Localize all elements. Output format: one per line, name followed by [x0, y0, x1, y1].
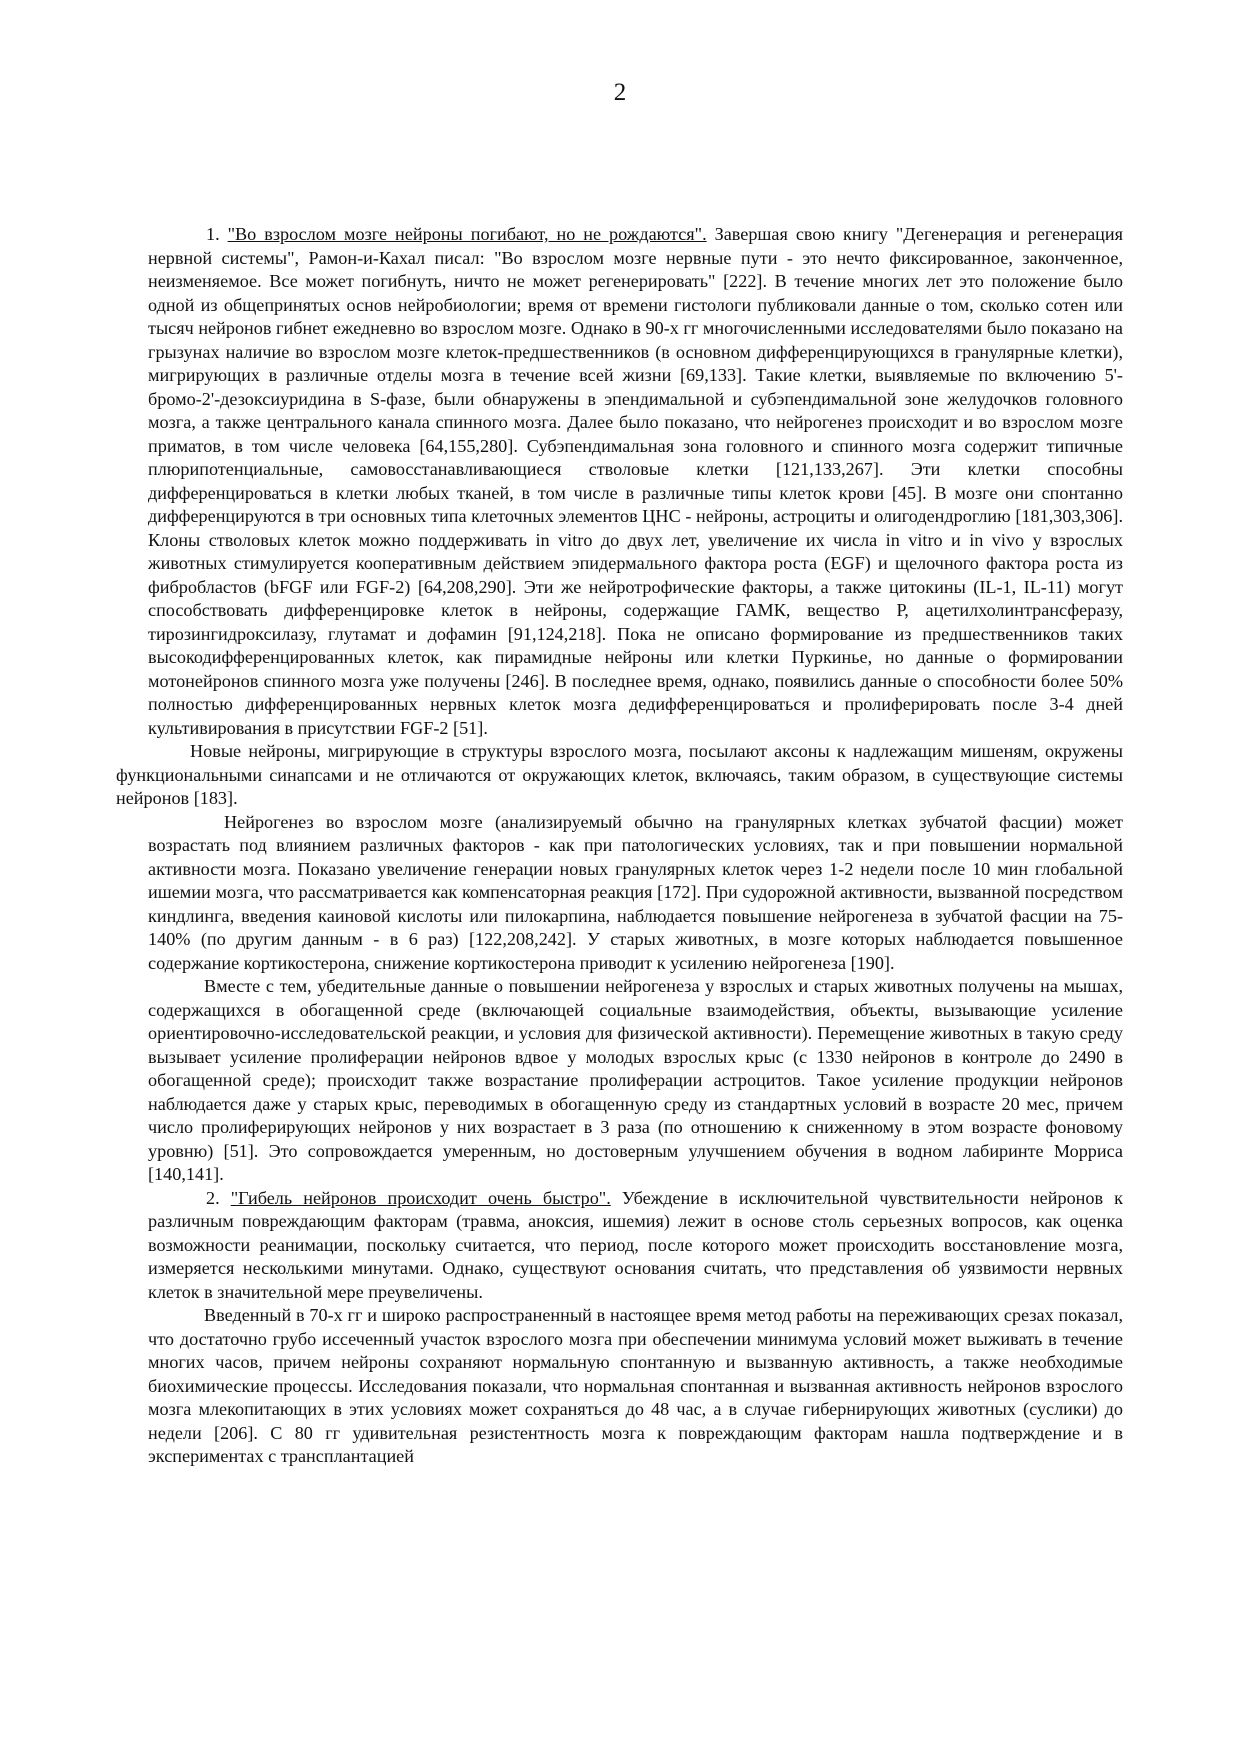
- paragraph-3: Нейрогенез во взрослом мозге (анализируемый обычно на гранулярных клетках зубчатой фасции) может возрастать под влиянием различных факторов - как при патологических условиях, так и при повышении нормальной активности мозга. Показано увеличение генерации новых гранулярных клеток через 1-2 недели после 10 мин глобальной ишемии мозга, что рассматривается как компенсаторная реакция [172]. При судорожной активности, вызванной посредством киндлинга, введения каиновой кислоты или пилокарпина, наблюдается повышение нейрогенеза в зубчатой фасции на 75-140% (по другим данным - в 6 раз) [122,208,242]. У старых животных, в мозге которых наблюдается повышенное содержание кортикостерона, снижение кортикостерона приводит к усилению нейрогенеза [190].: [148, 811, 1123, 973]
- paragraph-text: Убеждение в исключительной чувствительности нейронов к различным повреждающим факторам (травма, аноксия, ишемия) лежит в основе столь серьезных вопросов, как оценка возможности реанимации, поскольку считается, что период, после которого может происходить восстановление мозга, измеряется несколькими минутами. Однако, существуют основания считать, что представления об уязвимости нервных клеток в значительной мере преувеличены.: [148, 1187, 1124, 1302]
- paragraph-2: Новые нейроны, мигрирующие в структуры взрослого мозга, посылают аксоны к надлежащим мишеням, окружены функциональными синапсами и не отличаются от окружающих клеток, включаясь, таким образом, в существующие системы нейронов [183].: [116, 741, 1123, 808]
- paragraph-5: [148, 1187, 1123, 1305]
- paragraph-4: Вместе с тем, убедительные данные о повышении нейрогенеза у взрослых и старых животных получены на мышах, содержащихся в обогащенной среде (включающей социальные взаимодействия, объекты, вызывающие усиление ориентировочно-исследовательской реакции, и условия для физической активности). Перемещение животных в такую среду вызывает усиление пролиферации нейронов вдвое у молодых взрослых крыс (с 1330 нейронов в контроле до 2490 в обогащенной среде); происходит также возрастание пролиферации астроцитов. Такое усиление продукции нейронов наблюдается даже у старых крыс, переводимых в обогащенную среду из стандартных условий в возрасте 20 мес, причем число пролиферирующих нейронов у них возрастает в 3 раза (по отношению к сниженному в этом возрасте фоновому уровню) [51]. Это сопровождается умеренным, но достоверным улучшением обучения в водном лабиринте Морриса [140,141].: [148, 976, 1123, 1184]
- paragraph-1: [148, 223, 1123, 740]
- page-number: 2: [613, 79, 627, 106]
- section-number: 2.: [206, 1187, 231, 1208]
- section-number: 1.: [206, 224, 228, 244]
- body-text: [116, 223, 1124, 1469]
- section-heading: "Гибель нейронов происходит очень быстро".: [230, 1187, 611, 1208]
- paragraph-6: Введенный в 70-х гг и широко распространенный в настоящее время метод работы на переживающих срезах показал, что достаточно грубо иссеченный участок взрослого мозга при обеспечении минимума условий может выживать в течение многих часов, причем нейроны сохраняют нормальную спонтанную и вызванную активность, а также необходимые биохимические процессы. Исследования показали, что нормальная спонтанная и вызванная активность нейронов взрослого мозга млекопитающих в этих условиях может сохраняться до 48 час, а в случае гибернирующих животных (суслики) до недели [206]. С 80 гг удивительная резистентность мозга к повреждающим факторам нашла подтверждение и в экспериментах с трансплантацией: [148, 1305, 1123, 1466]
- paragraph-text: Завершая свою книгу "Дегенерация и регенерация нервной системы", Рамон-и-Кахал писал: "Во взрослом мозге нервные пути - это нечто фиксированное, законченное, неизменяемое. Все может погибнуть, ничто не может регенерировать" [222]. В течение многих лет это положение было одной из общепринятых основ нейробиологии; время от времени гистологи публиковали данные о том, сколько сотен или тысяч нейронов гибнет ежедневно во взрослом мозге. Однако в 90-х гг многочисленными исследователями было показано на грызунах наличие во взрослом мозге клеток-предшественников (в основном дифференцирующихся в гранулярные клетки), мигрирующих в различные отделы мозга в течение всей жизни [69,133]. Такие клетки, выявляемые по включению 5'-бромо-2'-дезоксиуридина в S-фазе, были обнаружены в эпендимальной и субэпендимальной зоне желудочков головного мозга, а также центрального канала спинного мозга. Далее было показано, что нейрогенез происходит и во взрослом мозге приматов, в том числе человека [64,155,280]. Субэпендимальная зона головного и спинного мозга содержит типичные плюрипотенциальные, самовосстанавливающиеся стволовые клетки [121,133,267]. Эти клетки способны дифференцироваться в клетки любых тканей, в том числе в различные типы клеток крови [45]. В мозге они спонтанно дифференцируются в три основных типа клеточных элементов ЦНС - нейроны, астроциты и олигодендроглию [181,303,306]. Клоны стволовых клеток можно поддерживать in vitro до двух лет, увеличение их числа in vitro и in vivo у взрослых животных стимулируется кооперативным действием эпидермального фактора роста (EGF) и щелочного фактора роста из фибробластов (bFGF или FGF-2) [64,208,290]. Эти же нейротрофические факторы, а также цитокины (IL-1, IL-11) могут способствовать дифференцировке клеток в нейроны, содержащие ГАМК, вещество Р, ацетилхолинтрансферазу, тирозингидроксилазу, глутамат и дофамин [91,124,218]. Пока не описано формирование из предшественников таких высокодифференцированных клеток, как пирамидные нейроны или клетки Пуркинье, но данные о формировании мотонейронов спинного мозга уже получены [246]. В последнее время, однако, появились данные о способности более 50% полностью дифференцированных нервных клеток мозга дедифференцироваться и пролиферировать после 3-4 дней культивирования в присутствии FGF-2 [51].: [148, 224, 1123, 738]
- section-heading: "Во взрослом мозге нейроны погибают, но не рождаются".: [227, 224, 707, 244]
